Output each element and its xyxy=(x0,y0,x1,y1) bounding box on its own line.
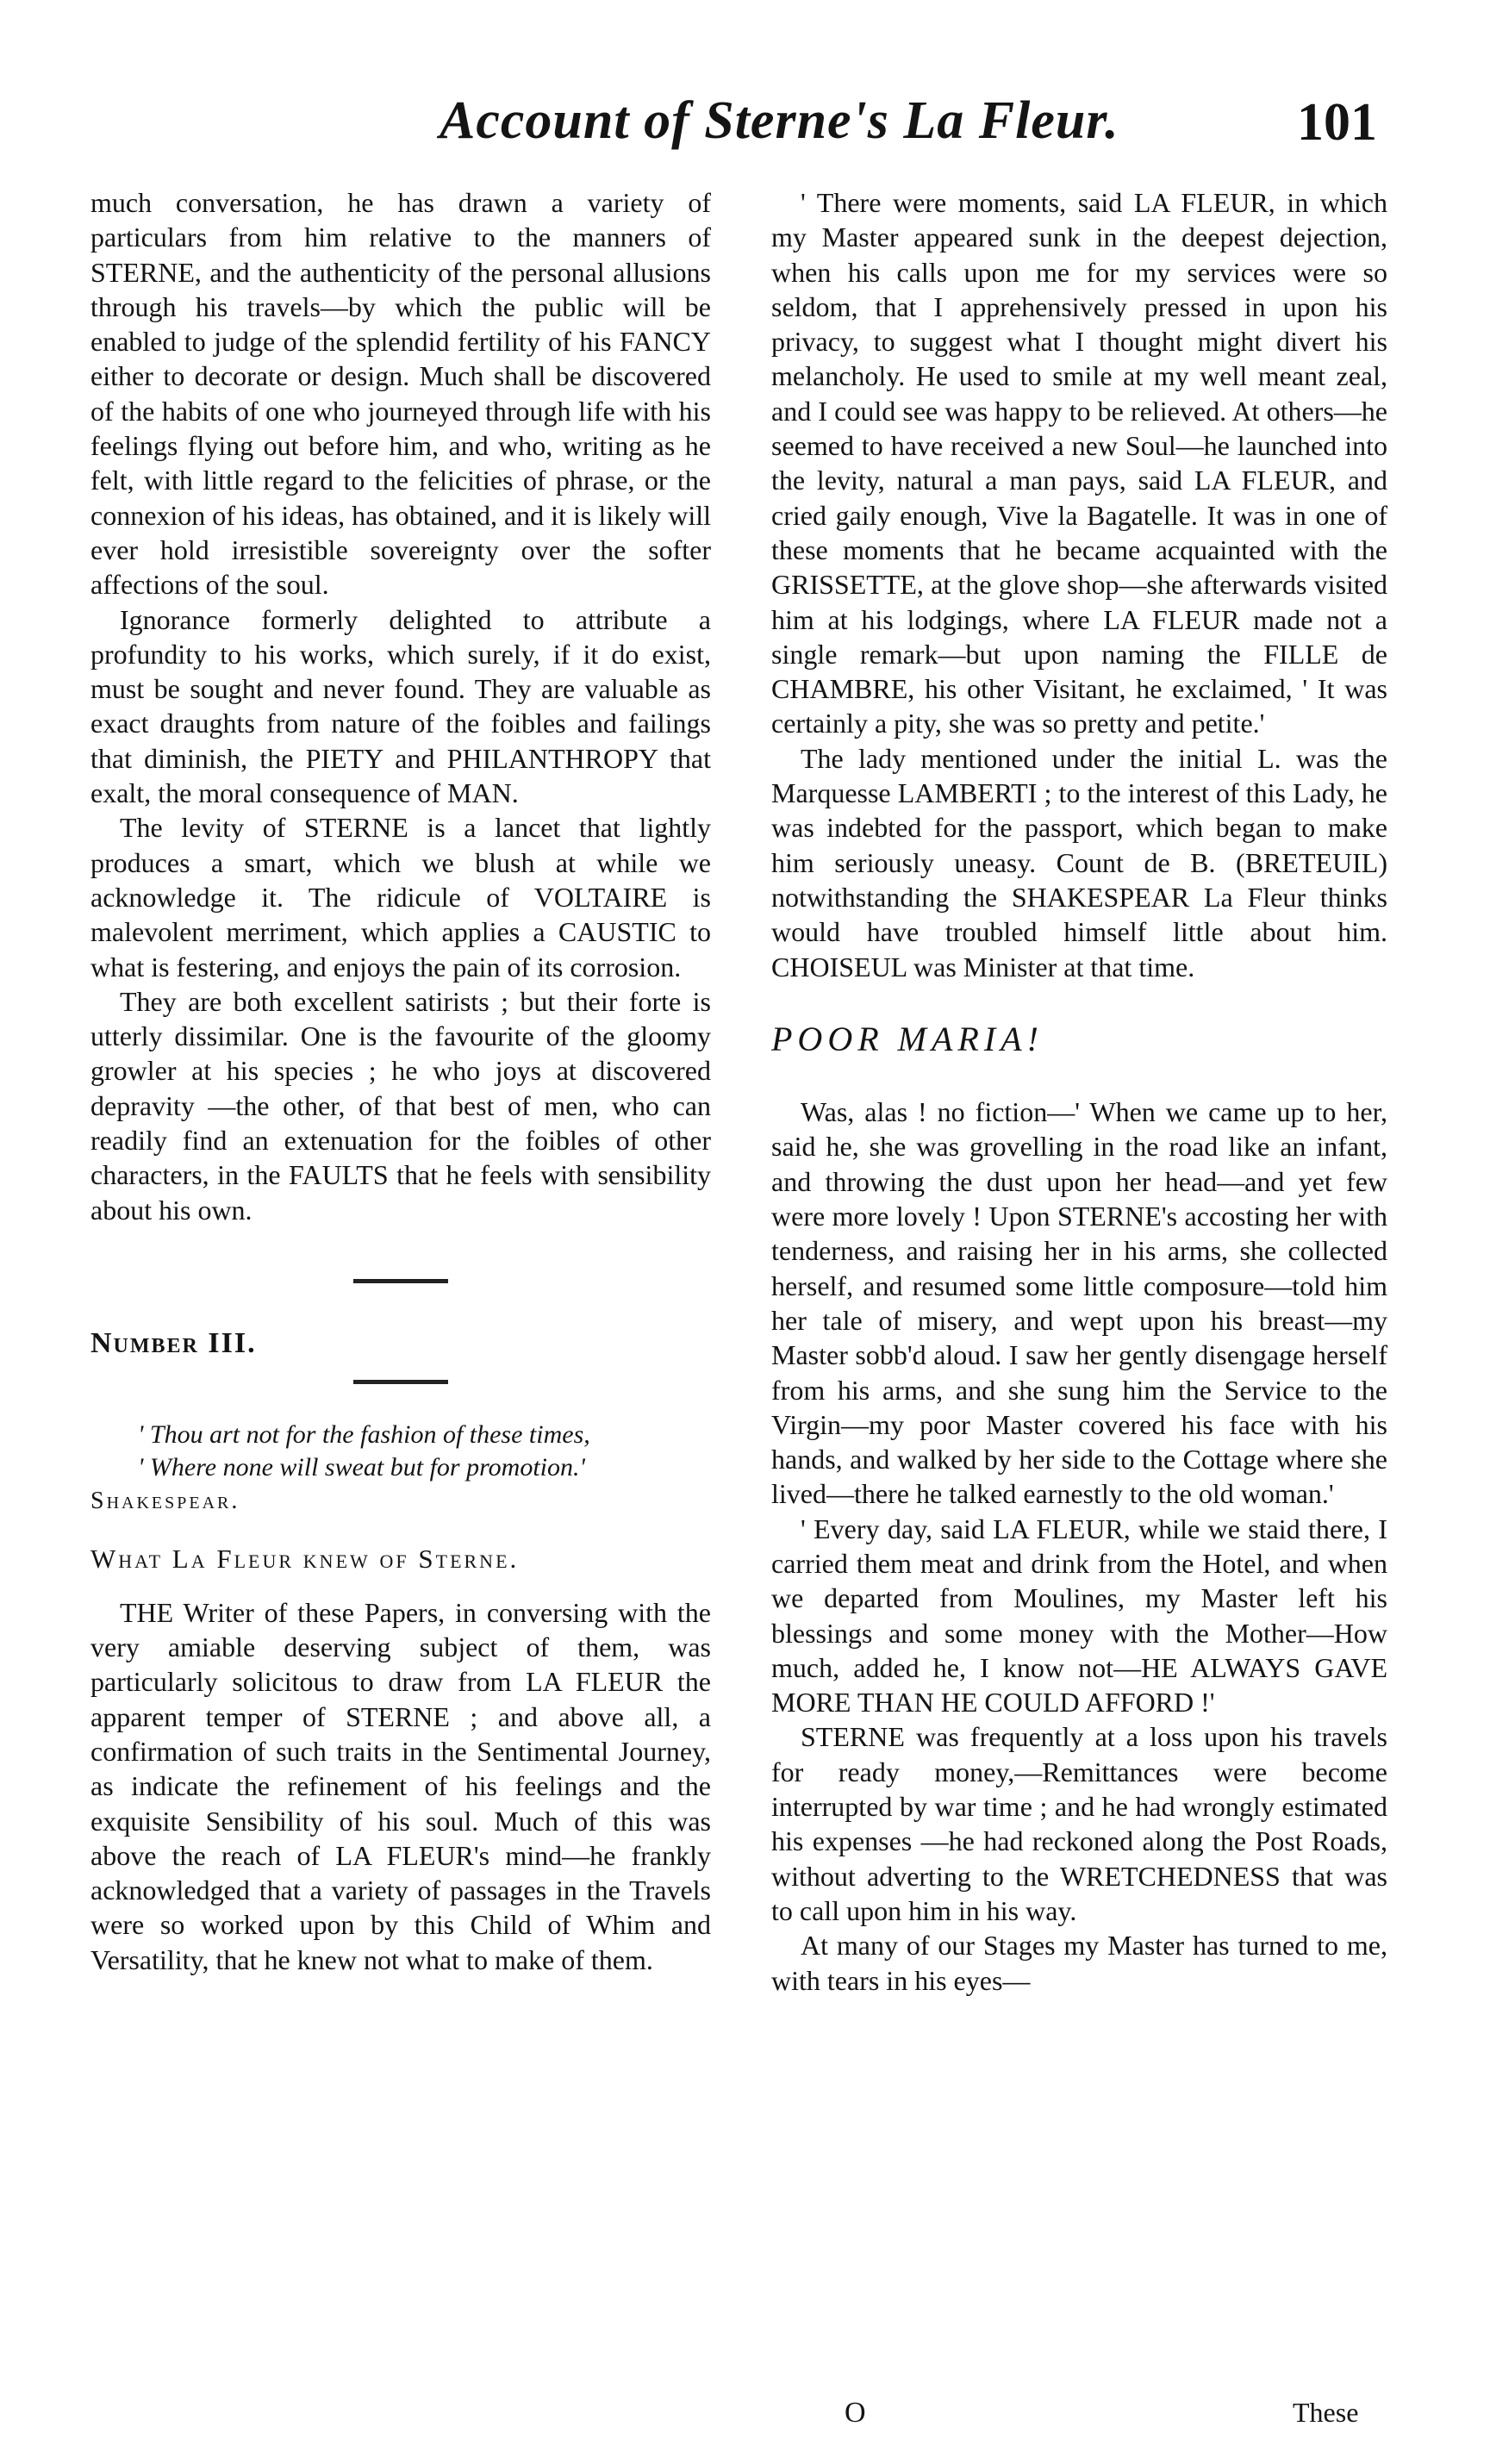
running-header xyxy=(0,82,1490,185)
paragraph: At many of our Stages my Master has turned to me, with tears in his eyes— xyxy=(771,1930,1387,1996)
paragraph: ' There were moments, said LA FLEUR, in which my Master appeared sunk in the deepest dejection, when his calls upon me for my services were so seldom, that I apprehensively pressed in upon his privacy, to suggest what I thought might divert his melancholy. He used to smile at my well meant zeal, and I could see was happy to be relieved. At others—he seemed to have received a new Soul—he launched into the levity, natural a man pays, said LA FLEUR, and cried gaily enough, Vive la Bagatelle. It was in one of these moments that he became acquainted with the GRISSETTE, at the glove shop—she afterwards visited him at his lodgings, where LA FLEUR made not a single remark—but upon naming the FILLE de CHAMBRE, his other Visitant, he exclaimed, ' It was certainly a pity, she was so pretty and petite.' xyxy=(771,187,1387,739)
section-subheading: What La Fleur knew of Sterne. xyxy=(90,1543,520,1574)
paragraph: Ignorance formerly delighted to attribute a profundity to his works, which surely, if it do exist, must be sought and never found. They are valuable as exact draughts from nature of the foibles and failings that diminish, the PIETY and PHILANTHROPY that exalt, the moral consequence of MAN. xyxy=(90,603,711,809)
paragraph: ' Every day, said LA FLEUR, while we staid there, I carried them meat and drink from the Hotel, and when we departed from Moulines, my Master left his blessings and some money with the Mother—How much, added he, I know not—HE ALWAYS GAVE MORE THAN HE COULD AFFORD !' xyxy=(771,1513,1387,1719)
section-heading-poor-maria: POOR MARIA! xyxy=(771,1019,1044,1058)
paragraph: much conversation, he has drawn a variety of particulars from him relative to the manners of STERNE, and the authenticity of the personal allusions through his travels—by which the public will be enabled to judge of the splendid fertility of his FANCY either to decorate or design. Much shall be discovered of the habits of one who journeyed through life with his feelings flying out before him, and who, writing as he felt, with little regard to the felicities of phrase, or the connexion of his ideas, has obtained, and it is likely will ever hold irresistible sovereignty over the softer affections of the soul. xyxy=(90,187,711,601)
running-title: Account of Sterne's La Fleur. xyxy=(440,91,1119,150)
paragraph: STERNE was frequently at a loss upon his travels for ready money,—Remittances were become interrupted by war time ; and he had wrongly estimated his expenses —he had reckoned along the Post Roads, without adverting to the WRETCHEDNESS that was to call upon him in his way. xyxy=(771,1721,1387,1926)
motto-line: ' Where none will sweat but for promotion.' xyxy=(138,1453,585,1482)
page-number: 101 xyxy=(1297,93,1377,152)
left-column xyxy=(90,185,711,1977)
motto-line: ' Thou art not for the fashion of these times, xyxy=(138,1420,590,1450)
signature-mark: O xyxy=(845,2397,866,2429)
paragraph: The levity of STERNE is a lancet that lightly produces a smart, which we blush at while we acknowledge it. The ridicule of VOLTAIRE is malevolent merriment, which applies a CAUSTIC to what is festering, and enjoys the pain of its corrosion. xyxy=(90,812,711,982)
number-heading: Number III. xyxy=(90,1326,257,1359)
motto-attribution: Shakespear. xyxy=(90,1488,240,1515)
catchword: These xyxy=(1293,2397,1359,2428)
paragraph: Was, alas ! no fiction—' When we came up to her, said he, she was grovelling in the road like an infant, and throwing the dust upon her head—and yet few were more lovely ! Upon STERNE's accosting her with tenderness, and raising her in his arms, she collected herself, and resumed some little composure—told him her tale of misery, and wept upon his breast—my Master sobb'd aloud. I saw her gently disengage herself from his arms, and she sung him the Service to the Virgin—my poor Master covered his face with his hands, and walked by her side to the Cottage where she lived—there he talked earnestly to the old woman.' xyxy=(771,1096,1387,1510)
paragraph: The lady mentioned under the initial L. was the Marquesse LAMBERTI ; to the interest of this Lady, he was indebted for the passport, which began to make him seriously uneasy. Count de B. (BRETEUIL) notwithstanding the SHAKESPEAR La Fleur thinks would have troubled himself little about him. CHOISEUL was Minister at that time. xyxy=(771,742,1387,982)
paragraph: THE Writer of these Papers, in conversing with the very amiable deserving subject of them, was particularly solicitous to draw from LA FLEUR the apparent temper of STERNE ; and above all, a confirmation of such traits in the Sentimental Journey, as indicate the refinement of his feelings and the exquisite Sensibility of his soul. Much of this was above the reach of LA FLEUR's mind—he frankly acknowledged that a variety of passages in the Travels were so worked upon by this Child of Whim and Versatility, that he knew not what to make of them. xyxy=(90,1596,711,1975)
paragraph: They are both excellent satirists ; but their forte is utterly dissimilar. One is the favourite of the gloomy growler at his species ; he who joys at discovered depravity —the other, of that best of men, who can readily find an extenuation for the foibles of other characters, in the FAULTS that he feels with sensibility about his own. xyxy=(90,985,711,1226)
right-column xyxy=(771,185,1387,1998)
